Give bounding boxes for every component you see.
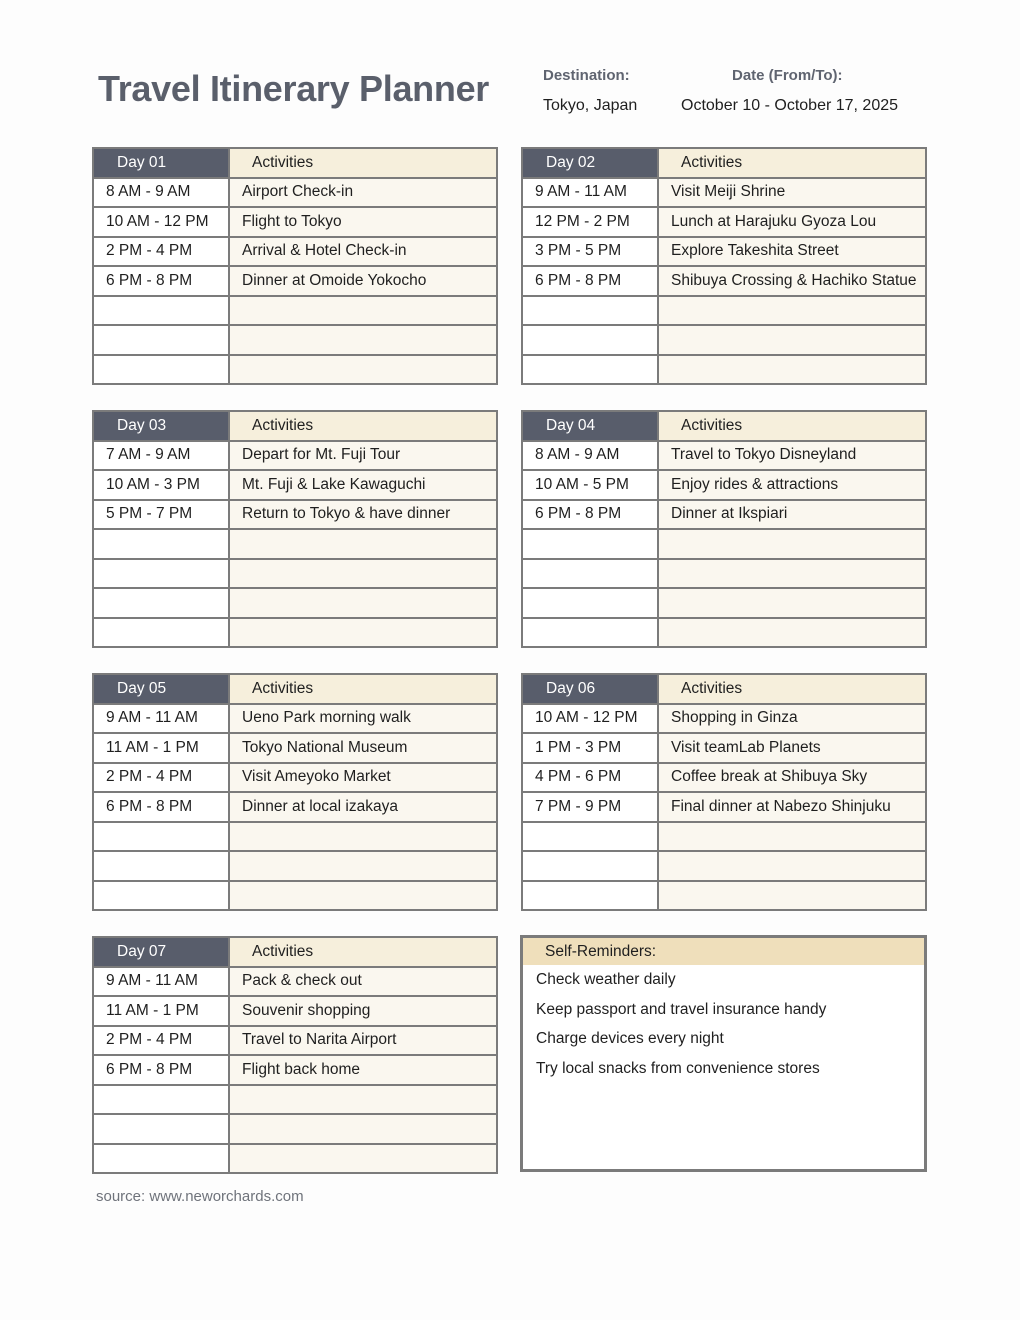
table-row [93, 296, 497, 326]
activity-cell[interactable]: Depart for Mt. Fuji Tour [229, 441, 497, 471]
time-cell[interactable]: 10 AM - 12 PM [522, 704, 658, 734]
activity-cell[interactable]: Ueno Park morning walk [229, 704, 497, 734]
time-cell[interactable]: 6 PM - 8 PM [522, 500, 658, 530]
activity-cell[interactable]: Airport Check-in [229, 178, 497, 208]
activities-header: Activities [229, 411, 497, 441]
activity-cell[interactable]: Travel to Tokyo Disneyland [658, 441, 926, 471]
time-cell[interactable] [93, 355, 229, 385]
time-cell[interactable]: 8 AM - 9 AM [522, 441, 658, 471]
time-cell[interactable] [522, 296, 658, 326]
table-row [522, 355, 926, 385]
time-cell[interactable] [522, 559, 658, 589]
activity-cell[interactable]: Coffee break at Shibuya Sky [658, 763, 926, 793]
table-row [93, 822, 497, 852]
activity-cell[interactable]: Flight back home [229, 1055, 497, 1085]
activity-cell[interactable]: Dinner at Ikspiari [658, 500, 926, 530]
table-row [522, 325, 926, 355]
table-row [93, 1085, 497, 1115]
activity-cell[interactable]: Visit Meiji Shrine [658, 178, 926, 208]
day-header-row [93, 411, 497, 441]
table-row [522, 296, 926, 326]
destination-label: Destination: [543, 67, 630, 84]
time-cell[interactable] [522, 851, 658, 881]
table-row [522, 178, 926, 208]
time-cell[interactable] [93, 1085, 229, 1115]
time-cell[interactable] [522, 588, 658, 618]
activity-cell[interactable] [229, 1085, 497, 1115]
time-cell[interactable]: 10 AM - 5 PM [522, 470, 658, 500]
day-header-row [522, 674, 926, 704]
activity-cell[interactable]: Enjoy rides & attractions [658, 470, 926, 500]
activity-cell[interactable] [229, 588, 497, 618]
table-row [93, 851, 497, 881]
table-row [93, 618, 497, 648]
time-cell[interactable] [522, 325, 658, 355]
activity-cell[interactable]: Mt. Fuji & Lake Kawaguchi [229, 470, 497, 500]
reminder-item[interactable]: Charge devices every night [536, 1030, 724, 1047]
time-cell[interactable]: 4 PM - 6 PM [522, 763, 658, 793]
table-row [522, 470, 926, 500]
time-cell[interactable]: 3 PM - 5 PM [522, 237, 658, 267]
activity-cell[interactable]: Pack & check out [229, 967, 497, 997]
time-cell[interactable]: 10 AM - 12 PM [93, 207, 229, 237]
table-row [93, 733, 497, 763]
activity-cell[interactable] [229, 1114, 497, 1144]
table-row [522, 207, 926, 237]
time-cell[interactable]: 2 PM - 4 PM [93, 763, 229, 793]
time-cell[interactable] [93, 881, 229, 911]
table-row [522, 266, 926, 296]
table-row [93, 500, 497, 530]
day-table-07 [92, 936, 498, 1174]
activity-cell[interactable] [658, 559, 926, 589]
activities-header: Activities [229, 674, 497, 704]
day-label: Day 01 [93, 148, 229, 178]
table-row [93, 763, 497, 793]
day-header-row [93, 148, 497, 178]
table-row [93, 325, 497, 355]
table-row [93, 178, 497, 208]
day-header-row [93, 937, 497, 967]
time-cell[interactable]: 9 AM - 11 AM [93, 704, 229, 734]
activity-cell[interactable] [229, 881, 497, 911]
time-cell[interactable] [522, 355, 658, 385]
table-row [93, 967, 497, 997]
activity-cell[interactable]: Dinner at Omoide Yokocho [229, 266, 497, 296]
activity-cell[interactable]: Lunch at Harajuku Gyoza Lou [658, 207, 926, 237]
source-credit: source: www.neworchards.com [96, 1188, 304, 1205]
self-reminders-header: Self-Reminders: [523, 938, 924, 965]
activity-cell[interactable]: Flight to Tokyo [229, 207, 497, 237]
activities-header: Activities [229, 937, 497, 967]
day-table-06 [521, 673, 927, 911]
table-row [522, 733, 926, 763]
time-cell[interactable] [522, 822, 658, 852]
activity-cell[interactable] [229, 559, 497, 589]
activity-cell[interactable]: Visit Ameyoko Market [229, 763, 497, 793]
table-row [93, 529, 497, 559]
table-row [522, 237, 926, 267]
time-cell[interactable]: 10 AM - 3 PM [93, 470, 229, 500]
table-row [522, 618, 926, 648]
activity-cell[interactable] [658, 822, 926, 852]
day-header-row [93, 674, 497, 704]
time-cell[interactable]: 6 PM - 8 PM [93, 1055, 229, 1085]
day-label: Day 02 [522, 148, 658, 178]
table-row [93, 1026, 497, 1056]
activity-cell[interactable]: Visit teamLab Planets [658, 733, 926, 763]
date-label: Date (From/To): [732, 67, 843, 84]
time-cell[interactable] [93, 529, 229, 559]
date-value[interactable]: October 10 - October 17, 2025 [681, 97, 899, 114]
time-cell[interactable] [522, 529, 658, 559]
table-row [522, 792, 926, 822]
time-cell[interactable] [93, 559, 229, 589]
activity-cell[interactable]: Tokyo National Museum [229, 733, 497, 763]
time-cell[interactable]: 1 PM - 3 PM [522, 733, 658, 763]
table-row [93, 1114, 497, 1144]
time-cell[interactable]: 12 PM - 2 PM [522, 207, 658, 237]
reminder-item[interactable]: Keep passport and travel insurance handy [536, 1000, 827, 1018]
day-table-05 [92, 673, 498, 911]
day-label: Day 06 [522, 674, 658, 704]
activity-cell[interactable] [658, 529, 926, 559]
time-cell[interactable]: 9 AM - 11 AM [93, 967, 229, 997]
activity-cell[interactable] [229, 355, 497, 385]
time-cell[interactable]: 7 PM - 9 PM [522, 792, 658, 822]
activity-cell[interactable]: Arrival & Hotel Check-in [229, 237, 497, 267]
activity-cell[interactable]: Souvenir shopping [229, 996, 497, 1026]
time-cell[interactable] [93, 851, 229, 881]
table-row [93, 792, 497, 822]
activities-header: Activities [229, 148, 497, 178]
time-cell[interactable]: 2 PM - 4 PM [93, 237, 229, 267]
activity-cell[interactable]: Explore Takeshita Street [658, 237, 926, 267]
time-cell[interactable]: 8 AM - 9 AM [93, 178, 229, 208]
time-cell[interactable]: 6 PM - 8 PM [93, 266, 229, 296]
table-row [93, 207, 497, 237]
day-label: Day 07 [93, 937, 229, 967]
destination-value[interactable]: Tokyo, Japan [543, 97, 638, 114]
activities-header: Activities [658, 674, 926, 704]
activity-cell[interactable] [658, 355, 926, 385]
time-cell[interactable] [93, 296, 229, 326]
table-row [93, 559, 497, 589]
table-row [93, 881, 497, 911]
time-cell[interactable] [522, 881, 658, 911]
table-row [93, 704, 497, 734]
reminder-item[interactable]: Check weather daily [536, 971, 676, 988]
activity-cell[interactable]: Shibuya Crossing & Hachiko Statue [658, 266, 926, 296]
time-cell[interactable]: 5 PM - 7 PM [93, 500, 229, 530]
activity-cell[interactable] [658, 618, 926, 648]
table-row [93, 266, 497, 296]
activity-cell[interactable] [229, 851, 497, 881]
activity-cell[interactable] [658, 881, 926, 911]
time-cell[interactable] [522, 618, 658, 648]
time-cell[interactable] [93, 1114, 229, 1144]
activity-cell[interactable] [658, 851, 926, 881]
time-cell[interactable] [93, 1144, 229, 1174]
time-cell[interactable]: 9 AM - 11 AM [522, 178, 658, 208]
time-cell[interactable]: 6 PM - 8 PM [93, 792, 229, 822]
day-table-01 [92, 147, 498, 385]
table-row [522, 851, 926, 881]
activities-header: Activities [658, 411, 926, 441]
activity-cell[interactable] [229, 325, 497, 355]
day-header-row [522, 148, 926, 178]
day-table-03 [92, 410, 498, 648]
table-row [522, 763, 926, 793]
time-cell[interactable] [93, 325, 229, 355]
table-row [522, 822, 926, 852]
self-reminders-box [520, 935, 927, 1172]
table-row [522, 559, 926, 589]
day-label: Day 04 [522, 411, 658, 441]
activity-cell[interactable] [658, 325, 926, 355]
activity-cell[interactable] [229, 822, 497, 852]
table-row [93, 355, 497, 385]
table-row [93, 470, 497, 500]
activity-cell[interactable] [229, 618, 497, 648]
table-row [522, 588, 926, 618]
table-row [93, 588, 497, 618]
time-cell[interactable]: 6 PM - 8 PM [522, 266, 658, 296]
time-cell[interactable] [93, 588, 229, 618]
activity-cell[interactable] [229, 296, 497, 326]
table-row [93, 996, 497, 1026]
activity-cell[interactable] [658, 588, 926, 618]
time-cell[interactable]: 2 PM - 4 PM [93, 1026, 229, 1056]
activity-cell[interactable]: Dinner at local izakaya [229, 792, 497, 822]
time-cell[interactable]: 7 AM - 9 AM [93, 441, 229, 471]
activity-cell[interactable]: Travel to Narita Airport [229, 1026, 497, 1056]
day-table-02 [521, 147, 927, 385]
day-table-04 [521, 410, 927, 648]
activity-cell[interactable]: Final dinner at Nabezo Shinjuku [658, 792, 926, 822]
table-row [522, 881, 926, 911]
activity-cell[interactable] [229, 529, 497, 559]
table-row [522, 500, 926, 530]
table-row [93, 1144, 497, 1174]
table-row [93, 237, 497, 267]
activity-cell[interactable] [658, 296, 926, 326]
activity-cell[interactable] [229, 1144, 497, 1174]
day-label: Day 03 [93, 411, 229, 441]
table-row [93, 441, 497, 471]
table-row [522, 441, 926, 471]
table-row [522, 529, 926, 559]
time-cell[interactable] [93, 822, 229, 852]
reminder-item[interactable]: Try local snacks from convenience stores [536, 1059, 820, 1077]
day-label: Day 05 [93, 674, 229, 704]
time-cell[interactable]: 11 AM - 1 PM [93, 996, 229, 1026]
table-row [522, 704, 926, 734]
day-header-row [522, 411, 926, 441]
activity-cell[interactable]: Return to Tokyo & have dinner [229, 500, 497, 530]
time-cell[interactable]: 11 AM - 1 PM [93, 733, 229, 763]
time-cell[interactable] [93, 618, 229, 648]
table-row [93, 1055, 497, 1085]
activity-cell[interactable]: Shopping in Ginza [658, 704, 926, 734]
activities-header: Activities [658, 148, 926, 178]
page-title: Travel Itinerary Planner [98, 68, 489, 109]
